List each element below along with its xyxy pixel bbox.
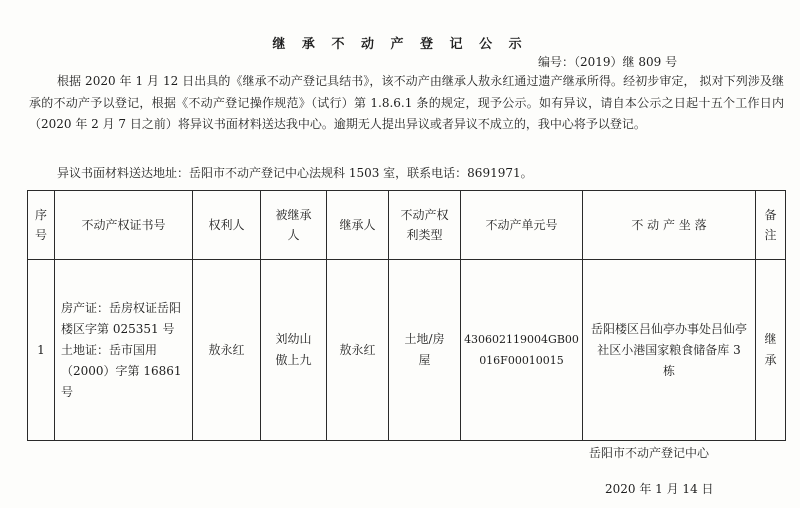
issuer-name: 岳阳市不动产登记中心 bbox=[589, 446, 710, 460]
issue-date: 2020 年 1 月 14 日 bbox=[605, 482, 714, 496]
header-note: 备注 bbox=[756, 191, 786, 260]
header-unit-no: 不动产单元号 bbox=[461, 191, 583, 260]
header-location: 不 动 产 坐 落 bbox=[583, 191, 756, 260]
notice-paragraph: 根据 2020 年 1 月 12 日出具的《继承不动产登记具结书》，该不动产由继承人敖永红通过遗产继承所得。经初步审定， 拟对下列涉及继承的不动产予以登记，根据《不动产登记操作规范》（试行）第 1.8.6.1 条的规定，现予公示。如有异议，请自本公示之日起十五个工作日内（2020 年 2 月 7 日之前）将异议书面材料送达我中心。逾期无人提出异议或者异议不成立的，我中心将予以登记。 bbox=[29, 74, 784, 131]
header-holder: 权利人 bbox=[193, 191, 261, 260]
table-row bbox=[28, 260, 786, 441]
cell-right-type: 土地/房屋 bbox=[389, 260, 461, 441]
notice-title: 继 承 不 动 产 登 记 公 示 bbox=[272, 37, 528, 52]
cell-location: 岳阳楼区吕仙亭办事处吕仙亭社区小港国家粮食储备库 3 栋 bbox=[583, 260, 756, 441]
objection-address: 异议书面材料送达地址：岳阳市不动产登记中心法规科 1503 室，联系电话：8691971。 bbox=[57, 166, 533, 180]
registration-table bbox=[27, 190, 786, 441]
table-header-row bbox=[28, 191, 786, 260]
header-heir: 继承人 bbox=[327, 191, 389, 260]
header-right-type: 不动产权利类型 bbox=[389, 191, 461, 260]
cell-cert: 房产证：岳房权证岳阳楼区字第 025351 号 土地证：岳市国用（2000）字第 16861 号 bbox=[55, 260, 193, 441]
document-number: 编号：（2019）继 809 号 bbox=[538, 55, 678, 69]
cell-decedent: 刘幼山 傲上九 bbox=[261, 260, 327, 441]
cell-unit-no: 430602119004GB00016F00010015 bbox=[461, 260, 583, 441]
cell-seq: 1 bbox=[28, 260, 55, 441]
header-cert: 不动产权证书号 bbox=[55, 191, 193, 260]
header-seq: 序号 bbox=[28, 191, 55, 260]
cell-heir: 敖永红 bbox=[327, 260, 389, 441]
cell-note: 继承 bbox=[756, 260, 786, 441]
header-decedent: 被继承人 bbox=[261, 191, 327, 260]
cell-holder: 敖永红 bbox=[193, 260, 261, 441]
